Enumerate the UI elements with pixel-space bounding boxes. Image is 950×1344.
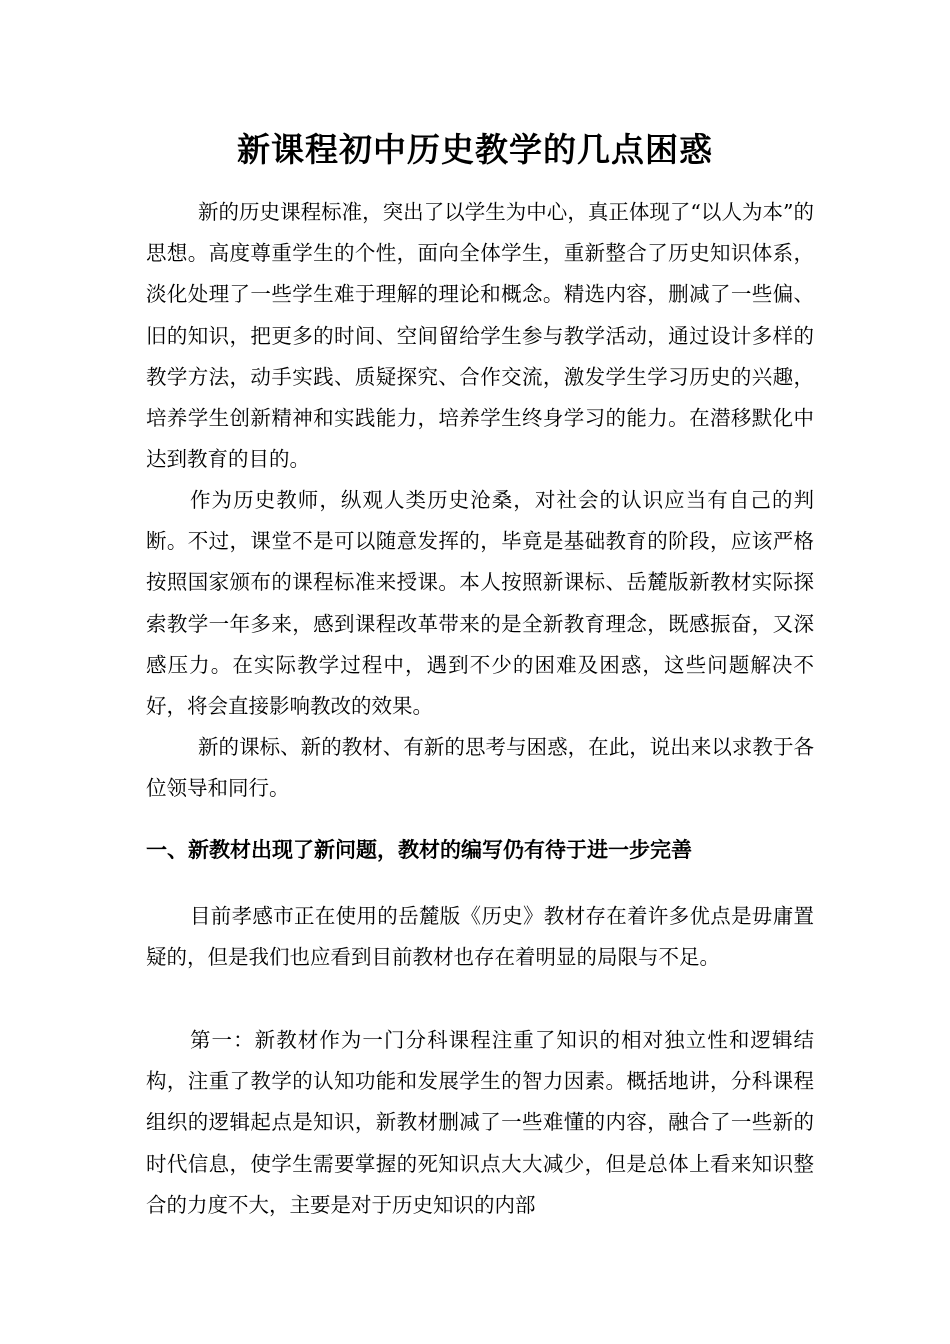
document-title: 新课程初中历史教学的几点困惑: [237, 130, 713, 169]
intro-paragraph-1: 新的历史课程标准，突出了以学生为中心，真正体现了“以人为本”的思想。高度尊重学生的个性，面向全体学生，重新整合了历史知识体系，淡化处理了一些学生难于理解的理论和概念。精选内容，删减了一些偏、旧的知识，把更多的时间、空间留给学生参与教学活动，通过设计多样的教学方法，动手实践、质疑探究、合作交流，激发学生学习历史的兴趣，培养学生创新精神和实践能力，培养学生终身学习的能力。在潜移默化中达到教育的目的。: [146, 200, 814, 472]
intro-paragraph-3: 新的课标、新的教材、有新的思考与困惑，在此，说出来以求教于各位领导和同行。: [146, 735, 814, 801]
section-paragraph-1: 目前孝感市正在使用的岳麓版《历史》教材存在着许多优点是毋庸置疑的，但是我们也应看到目前教材也存在着明显的局限与不足。: [146, 904, 814, 970]
intro-paragraph-2: 作为历史教师，纵观人类历史沧桑，对社会的认识应当有自己的判断。不过，课堂不是可以随意发挥的，毕竟是基础教育的阶段，应该严格按照国家颁布的课程标准来授课。本人按照新课标、岳麓版新教材实际探索教学一年多来，感到课程改革带来的是全新教育理念，既感振奋，又深感压力。在实际教学过程中，遇到不少的困难及困惑，这些问题解决不好，将会直接影响教改的效果。: [146, 488, 814, 719]
section-heading-1: 一、新教材出现了新问题，教材的编写仍有待于进一步完善: [146, 837, 692, 862]
section-paragraph-2: 第一：新教材作为一门分科课程注重了知识的相对独立性和逻辑结构，注重了教学的认知功能和发展学生的智力因素。概括地讲，分科课程组织的逻辑起点是知识，新教材删减了一些难懂的内容，融合了一些新的时代信息，使学生需要掌握的死知识点大大减少，但是总体上看来知识整合的力度不大，主要是对于历史知识的内部: [146, 1028, 814, 1217]
